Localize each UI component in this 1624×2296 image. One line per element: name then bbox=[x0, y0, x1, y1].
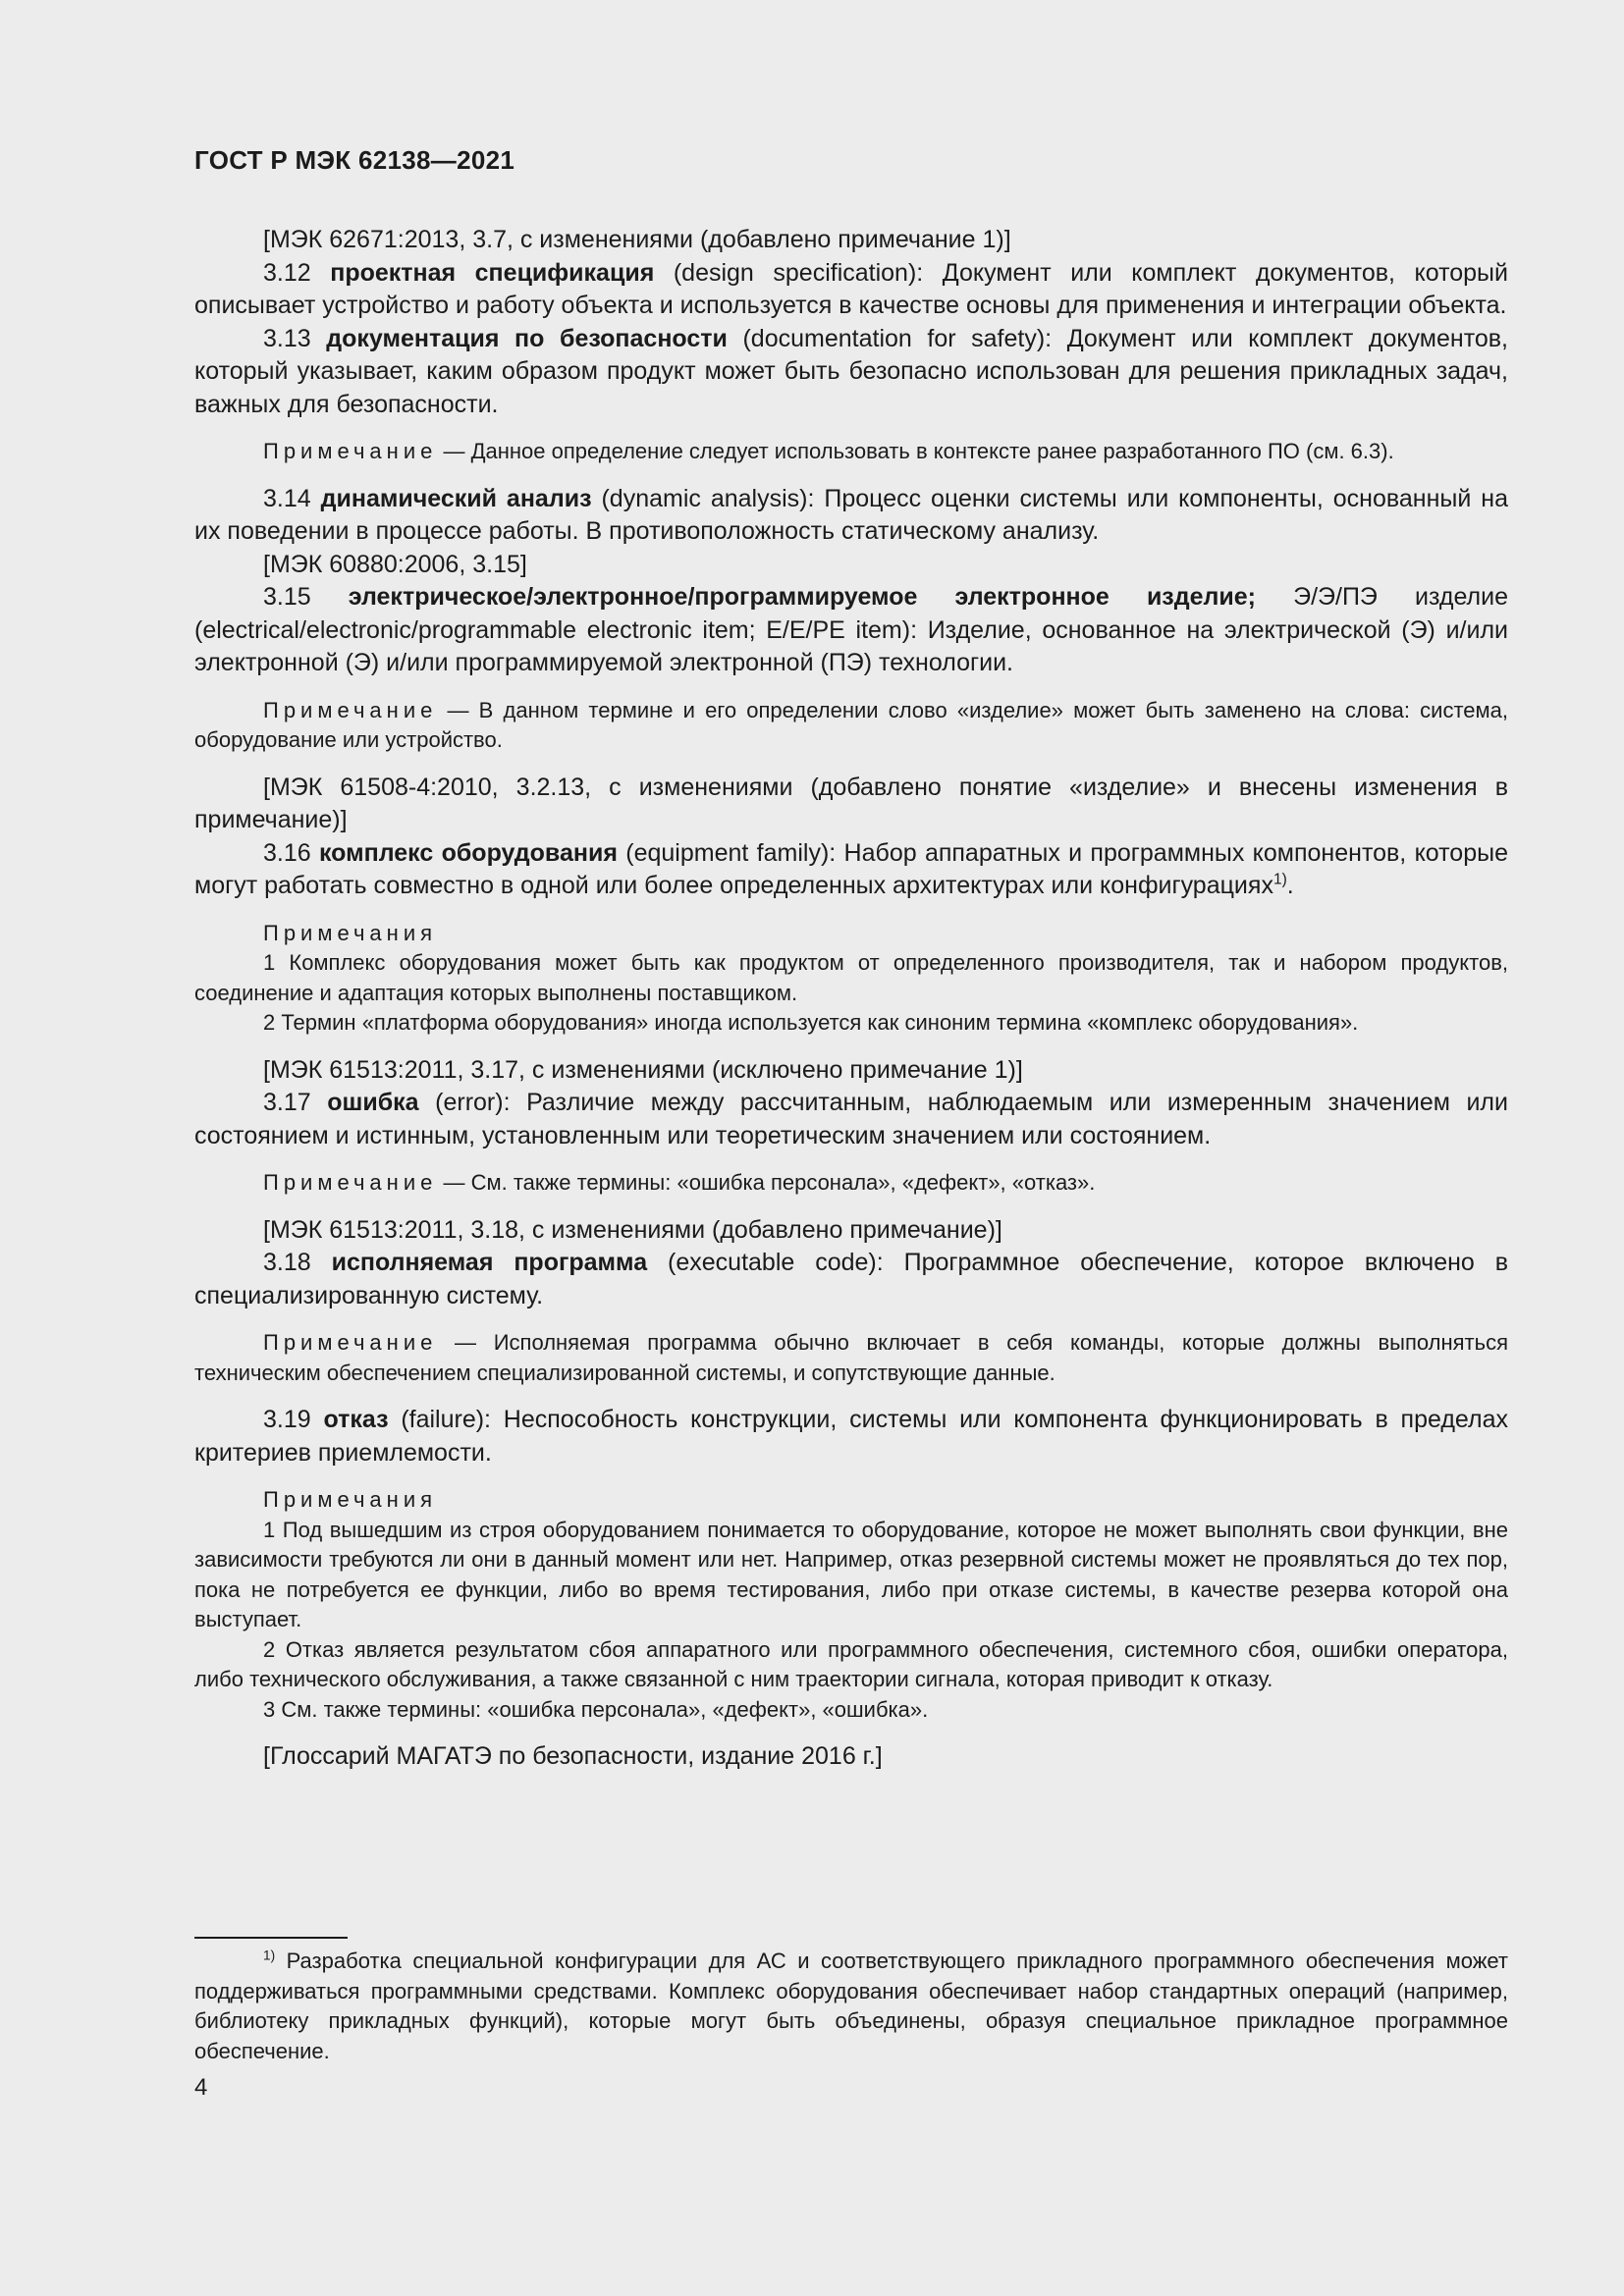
reference-line: [МЭК 62671:2013, 3.7, с изменениями (добавлено примечание 1)] bbox=[263, 226, 1011, 253]
note-text: — См. также термины: «ошибка персонала», «дефект», «отказ». bbox=[443, 1170, 1096, 1195]
term-name: документация по безопасности bbox=[326, 324, 728, 352]
term-number: 3.15 bbox=[263, 583, 311, 611]
term-number: 3.17 bbox=[263, 1089, 311, 1116]
term-number: 3.19 bbox=[263, 1406, 311, 1433]
note-text: — В данном термине и его определении слово «изделие» может быть заменено на слова: система, оборудование или устройство. bbox=[194, 697, 1508, 752]
term-name: отказ bbox=[323, 1406, 389, 1433]
term-3-12 bbox=[194, 257, 1508, 323]
term-definition: Э/Э/ПЭ изделие (electrical/electronic/programmable electronic item; E/E/PE item): Изделие, основанное на электрической (Э) и/или электронной (Э) и/или программируемой электронной (ПЭ) технологии. bbox=[194, 583, 1509, 676]
note-label: Примечание bbox=[263, 439, 438, 463]
note-item: 2 Отказ является результатом сбоя аппаратного или программного обеспечения, системного сбоя, ошибки оператора, либо технического обслуживания, а также связанной с ним траектории сигнала, которая приводит к отказу. bbox=[194, 1636, 1508, 1691]
footnote bbox=[194, 1947, 1508, 2066]
notes-heading bbox=[194, 1485, 1508, 1516]
note-3-15 bbox=[194, 696, 1508, 756]
page-number: 4 bbox=[194, 2074, 208, 2101]
term-definition: (dynamic analysis): Процесс оценки системы или компоненты, основанный на их поведении в процессе работы. В противоположность статическому анализу. bbox=[194, 484, 1508, 545]
term-number: 3.16 bbox=[263, 838, 311, 867]
term-name: электрическое/электронное/программируемое электронное изделие; bbox=[348, 583, 1256, 611]
note-3-13 bbox=[194, 437, 1508, 467]
reference-line: [МЭК 61513:2011, 3.17, с изменениями (исключено примечание 1)] bbox=[263, 1055, 1023, 1084]
note-label: Примечания bbox=[263, 1487, 438, 1512]
reference-line: [МЭК 60880:2006, 3.15] bbox=[263, 550, 527, 578]
term-name: ошибка bbox=[327, 1089, 419, 1116]
reference-line: [Глоссарий МАГАТЭ по безопасности, издание 2016 г.] bbox=[263, 1742, 883, 1770]
note-text: — Данное определение следует использовать в контексте ранее разработанного ПО (см. 6.3). bbox=[443, 439, 1394, 463]
note-label: Примечание bbox=[263, 1170, 438, 1195]
note-label: Примечания bbox=[263, 920, 438, 945]
term-name: комплекс оборудования bbox=[319, 838, 618, 867]
term-definition: (design specification): Документ или комплект документов, который описывает устройство и работу объекта и используется в качестве основы для применения и интеграции объекта. bbox=[194, 258, 1508, 319]
term-definition: (error): Различие между рассчитанным, наблюдаемым или измеренным значением или состоянием и истинным, установленным или теоретическим значением или состоянием. bbox=[194, 1089, 1508, 1149]
term-3-18 bbox=[194, 1247, 1508, 1312]
note-3-17 bbox=[194, 1168, 1508, 1199]
term-name: динамический анализ bbox=[320, 484, 592, 512]
note-item: 1 Комплекс оборудования может быть как продуктом от определенного производителя, так и набором продуктов, соединение и адаптация которых выполнены поставщиком. bbox=[194, 950, 1508, 1005]
term-3-19 bbox=[194, 1404, 1508, 1469]
note-item: 1 Под вышедшим из строя оборудованием понимается то оборудование, которое не может выполнять свои функции, вне зависимости требуются ли они в данный момент или нет. Например, отказ резервной системы может не проявляться до тех пор, пока не потребуется ее функции, либо во время тестирования, либо при отказе системы, в качестве резерва которой она выступает. bbox=[194, 1517, 1508, 1631]
term-3-13 bbox=[194, 323, 1508, 422]
reference-line: [МЭК 61513:2011, 3.18, с изменениями (добавлено примечание)] bbox=[263, 1215, 1002, 1244]
term-number: 3.13 bbox=[263, 324, 311, 352]
term-number: 3.14 bbox=[263, 484, 311, 512]
note-text: — Исполняемая программа обычно включает в себя команды, которые должны выполняться техническим обеспечением специализированной системы, и сопутствующие данные. bbox=[194, 1330, 1508, 1385]
note-item: 2 Термин «платформа оборудования» иногда используется как синоним термина «комплекс оборудования». bbox=[263, 1010, 1359, 1035]
term-definition: (documentation for safety): Документ или комплект документов, который указывает, каким образом продукт может быть безопасно использован для решения прикладных задач, важных для безопасности. bbox=[194, 324, 1508, 418]
note-label: Примечание bbox=[263, 697, 438, 722]
main-content bbox=[194, 224, 1508, 1774]
term-end: . bbox=[1286, 872, 1294, 899]
note-3-18 bbox=[194, 1328, 1508, 1388]
footnote-marker: 1) bbox=[1272, 871, 1287, 888]
term-number: 3.18 bbox=[263, 1249, 311, 1276]
standard-header: ГОСТ Р МЭК 62138—2021 bbox=[194, 145, 515, 175]
term-3-17 bbox=[194, 1087, 1508, 1152]
term-name: проектная спецификация bbox=[330, 258, 655, 287]
notes-heading bbox=[194, 919, 1508, 949]
footnote-text: Разработка специальной конфигурации для АС и соответствующего прикладного программного обеспечения может поддерживаться программными средствами. Комплекс оборудования обеспечивает набор стандартных операций (например, библиотеку прикладных функций), которые могут быть объединены, образуя специальное прикладное программное обеспечение. bbox=[194, 1949, 1508, 2063]
term-definition: (executable code): Программное обеспечение, которое включено в специализированную систему. bbox=[194, 1249, 1509, 1309]
note-label: Примечание bbox=[263, 1330, 438, 1355]
term-3-14 bbox=[194, 483, 1508, 549]
footnote-mark: 1) bbox=[263, 1948, 276, 1963]
term-definition: (equipment family): Набор аппаратных и программных компонентов, которые могут работать совместно в одной или более определенных архитектурах или конфигурациях bbox=[194, 838, 1508, 899]
reference-line: [МЭК 61508-4:2010, 3.2.13, с изменениями (добавлено понятие «изделие» и внесены изменения в примечание)] bbox=[194, 773, 1508, 833]
term-definition: (failure): Неспособность конструкции, системы или компонента функционировать в пределах критериев приемлемости. bbox=[194, 1406, 1508, 1467]
note-item: 3 См. также термины: «ошибка персонала», «дефект», «ошибка». bbox=[263, 1696, 929, 1722]
footnote-divider bbox=[194, 1937, 348, 1939]
term-number: 3.12 bbox=[263, 258, 311, 287]
term-3-16 bbox=[194, 837, 1508, 903]
term-name: исполняемая программа bbox=[331, 1249, 648, 1276]
term-3-15 bbox=[194, 581, 1508, 680]
